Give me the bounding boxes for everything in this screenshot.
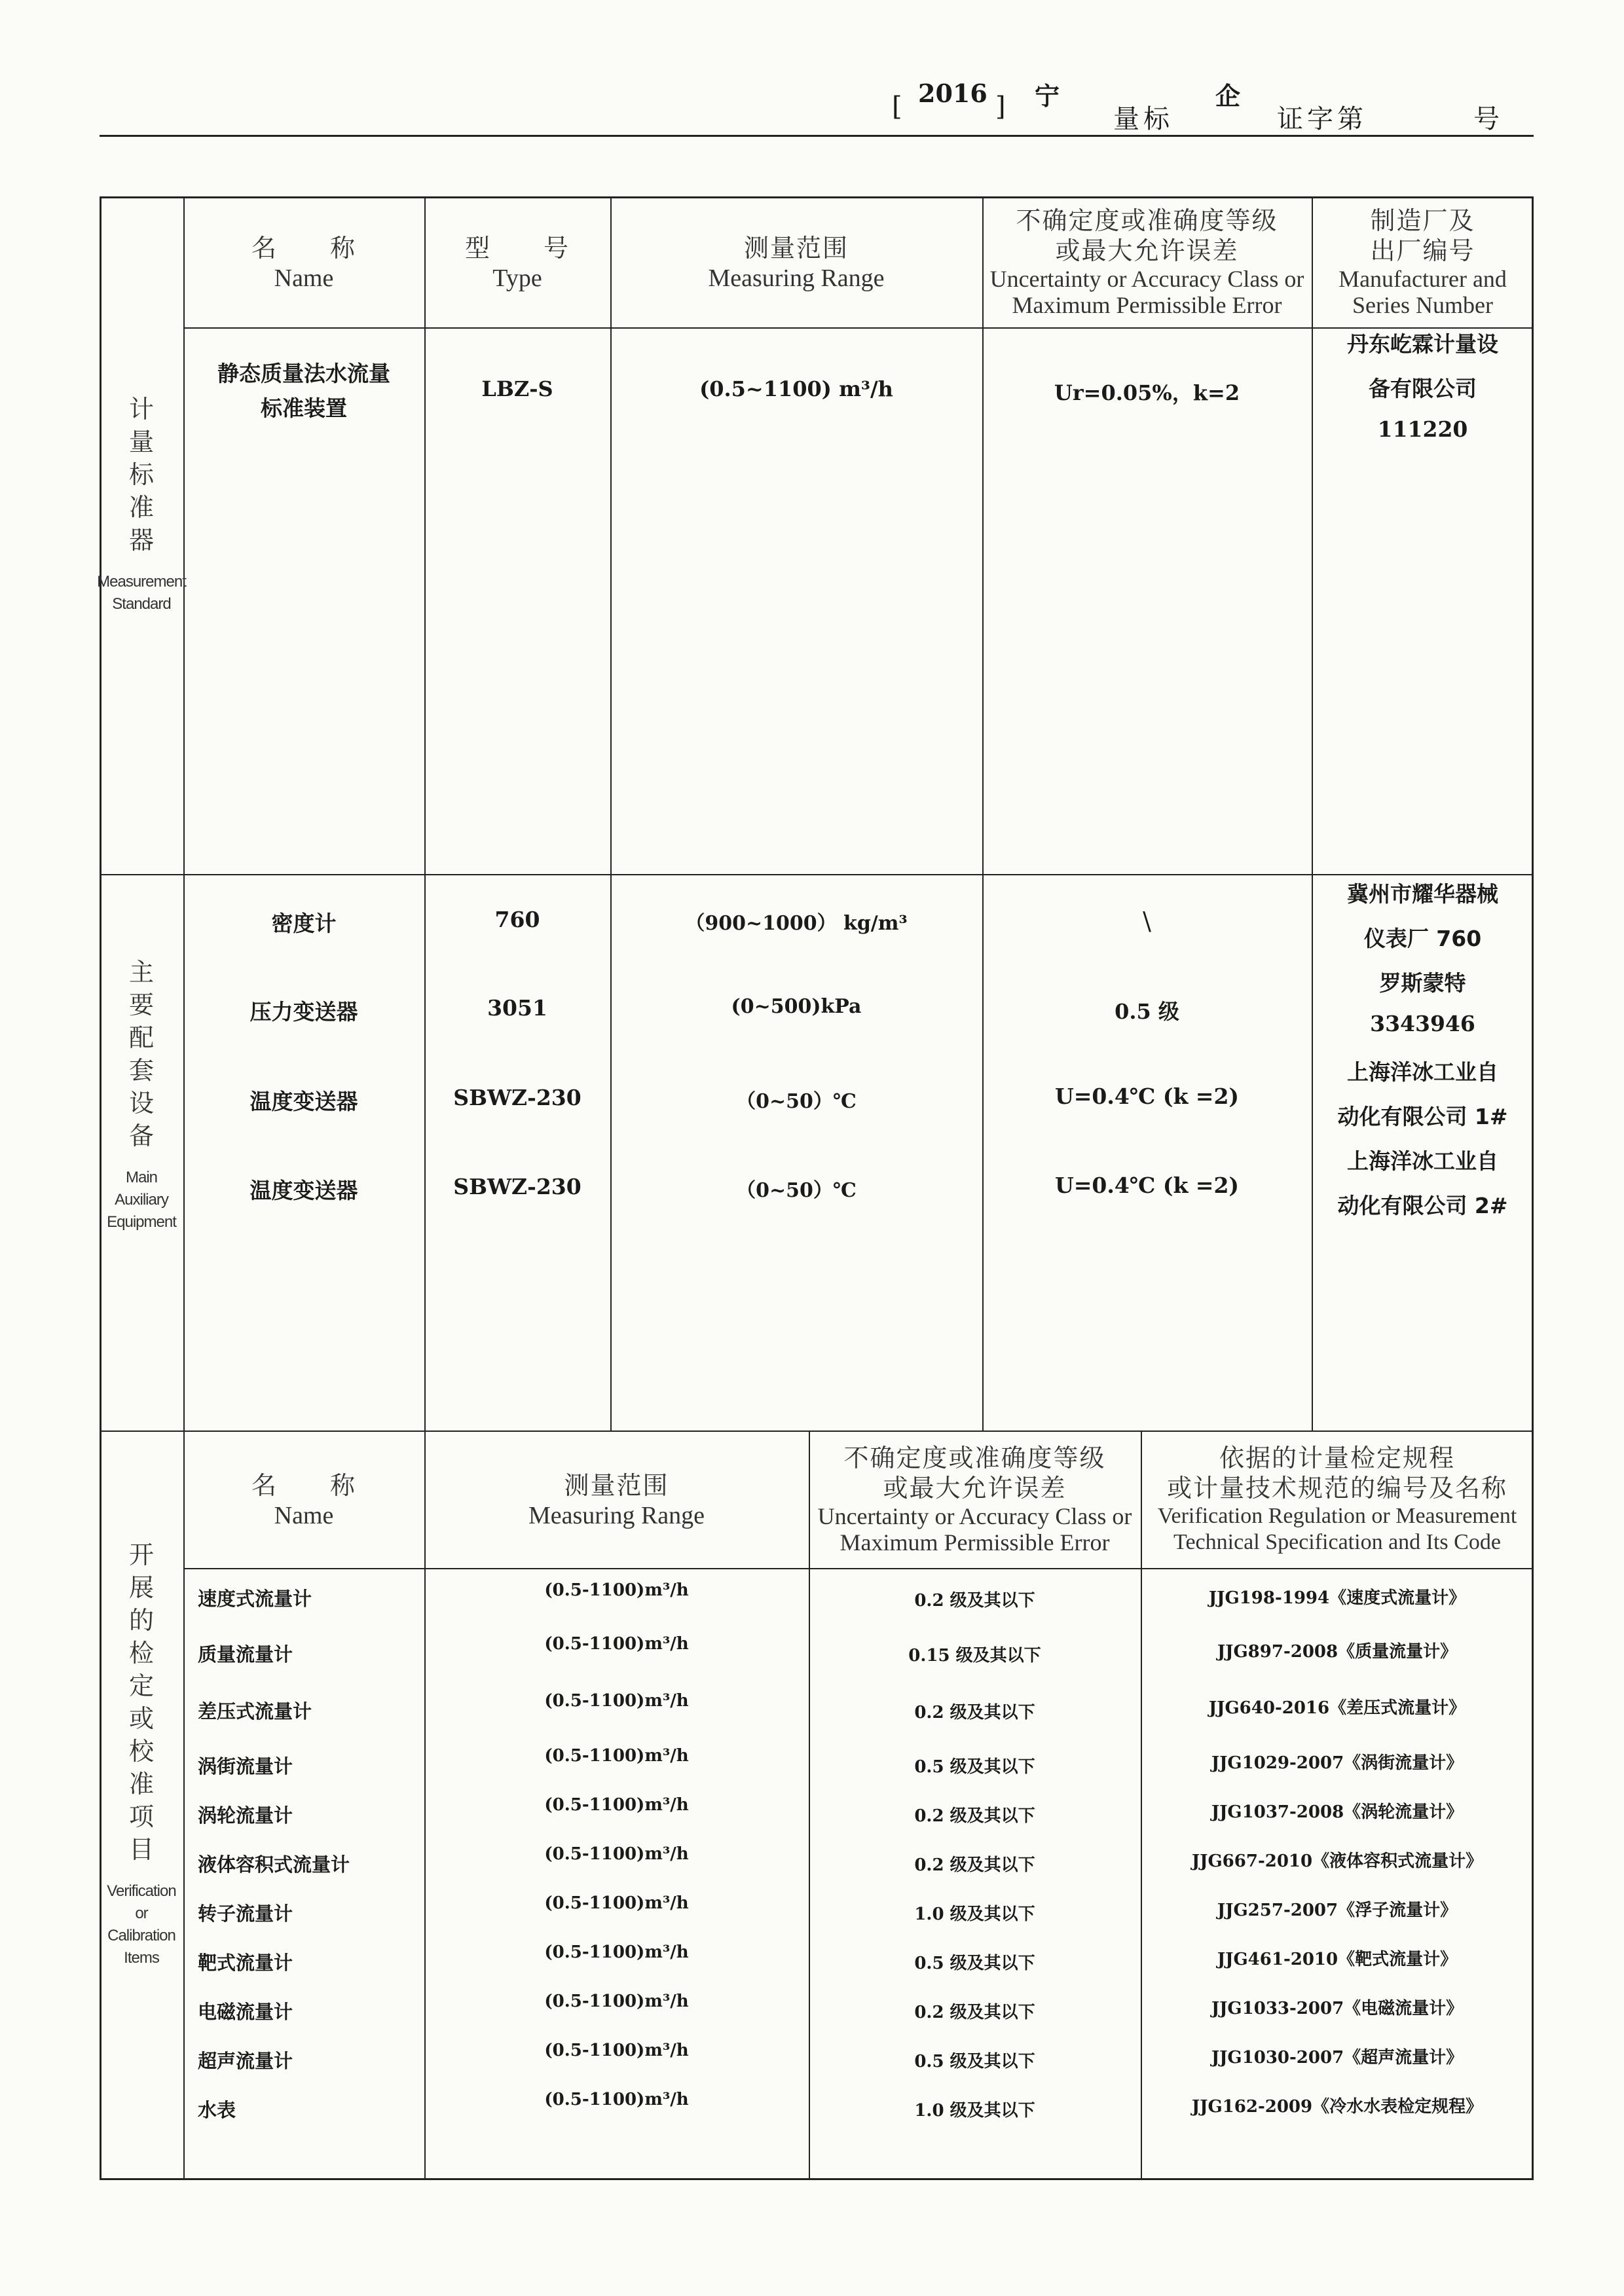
header-mfr-en2: Series Number <box>1352 292 1493 318</box>
mfr-line: 动化有限公司 2# <box>1337 1193 1508 1218</box>
item-uncertainty: 0.2 级及其以下 <box>914 1806 1035 1826</box>
item-range: (0.5-1100)m³/h <box>544 1992 689 2011</box>
header-name-zh: 名 称 <box>251 1471 356 1500</box>
item-name: 水表 <box>198 2099 236 2121</box>
mfr-line: 仪表厂 760 <box>1363 926 1482 951</box>
side-label-verification-items <box>100 1539 183 1969</box>
standard-mfr-line1: 丹东屹霖计量设 <box>1347 331 1498 357</box>
header-reg-en1: Verification Regulation or Measurement <box>1157 1504 1517 1528</box>
item-uncertainty: 0.2 级及其以下 <box>914 1703 1035 1722</box>
equipment-type: 760 <box>494 907 540 932</box>
header-name-en: Name <box>274 264 334 292</box>
item-range: (0.5-1100)m³/h <box>544 1691 689 1711</box>
equipment-type: SBWZ-230 <box>453 1174 581 1199</box>
item-name: 超声流量计 <box>198 2050 293 2072</box>
standard-type: LBZ-S <box>481 376 553 401</box>
item-name: 转子流量计 <box>198 1903 293 1925</box>
header-name-zh: 名 称 <box>251 234 356 263</box>
header-range-zh: 测量范围 <box>743 234 849 263</box>
mfr-line: 上海洋冰工业自 <box>1347 1148 1498 1174</box>
standard-name-line2: 标准装置 <box>261 395 347 421</box>
header-unc-en1: Uncertainty or Accuracy Class or <box>989 266 1304 292</box>
standard-mfr-line3: 111220 <box>1377 416 1468 442</box>
equipment-name: 压力变送器 <box>249 999 358 1025</box>
header-unc-zh1: 不确定度或准确度等级 <box>1016 206 1278 235</box>
equipment-uncertainty: 0.5 级 <box>1115 999 1179 1024</box>
header-regulation <box>1141 1430 1534 1568</box>
item-uncertainty: 1.0 级及其以下 <box>914 2101 1035 2121</box>
header-unc-zh1: 不确定度或准确度等级 <box>843 1444 1106 1472</box>
header-unc-en2: Maximum Permissible Error <box>1012 292 1282 318</box>
header-type-zh: 型 号 <box>464 234 570 263</box>
standard-uncertainty: Ur=0.05%，k=2 <box>1054 380 1240 405</box>
equipment-type: SBWZ-230 <box>453 1085 581 1110</box>
item-range: (0.5-1100)m³/h <box>544 1746 689 1766</box>
header-zhengzi: 证字第 <box>1277 104 1367 134</box>
item-regulation: JJG640-2016《差压式流量计》 <box>1208 1698 1466 1718</box>
header-unc-zh2: 或最大允许误差 <box>1055 236 1239 265</box>
header-mfr-zh2: 出厂编号 <box>1370 236 1475 265</box>
header-unc-en1: Uncertainty or Accuracy Class or <box>817 1503 1132 1529</box>
item-regulation: JJG198-1994《速度式流量计》 <box>1208 1588 1466 1608</box>
header-hao: 号 <box>1473 104 1500 134</box>
item-regulation: JJG667-2010《液体容积式流量计》 <box>1191 1851 1483 1871</box>
header-name <box>183 196 424 327</box>
item-regulation: JJG257-2007《浮子流量计》 <box>1217 1901 1458 1920</box>
equipment-uncertainty: U=0.4℃ (k =2) <box>1054 1173 1240 1198</box>
side-label-en: Main Auxiliary Equipment <box>107 1169 176 1231</box>
header-mfr-en1: Manufacturer and <box>1338 266 1507 292</box>
mfr-line: 3343946 <box>1370 1011 1475 1036</box>
header-reg-zh2: 或计量技术规范的编号及名称 <box>1166 1474 1507 1503</box>
header-name <box>183 1430 424 1568</box>
bracket-close: ] <box>995 92 1006 122</box>
header-range-zh: 测量范围 <box>564 1471 669 1500</box>
item-range: (0.5-1100)m³/h <box>544 1634 689 1654</box>
equipment-range: （0~50）℃ <box>736 1179 857 1202</box>
header-type <box>424 196 610 327</box>
item-uncertainty: 0.5 级及其以下 <box>914 1757 1035 1777</box>
side-label-en: Measurement Standard <box>97 573 186 613</box>
item-uncertainty: 0.2 级及其以下 <box>914 1855 1035 1875</box>
item-range: (0.5-1100)m³/h <box>544 1844 689 1864</box>
bracket-open: [ <box>892 92 902 122</box>
header-range-en: Measuring Range <box>708 264 885 292</box>
grid-line <box>183 1568 1534 1569</box>
equipment-range: (0~500)kPa <box>731 995 862 1018</box>
header-uncertainty <box>809 1430 1141 1568</box>
header-liangbiao: 量标 <box>1113 104 1173 134</box>
item-name: 液体容积式流量计 <box>198 1853 350 1876</box>
header-range <box>424 1430 809 1568</box>
mfr-line: 罗斯蒙特 <box>1379 970 1466 996</box>
item-regulation: JJG1033-2007《电磁流量计》 <box>1211 1999 1464 2018</box>
equipment-range: （900~1000） kg/m³ <box>685 912 908 935</box>
standard-mfr-line2: 备有限公司 <box>1369 376 1477 401</box>
side-label-en: Verification or Calibration Items <box>107 1882 176 1967</box>
header-name-en: Name <box>274 1502 334 1529</box>
item-regulation: JJG461-2010《靶式流量计》 <box>1217 1950 1458 1969</box>
side-label-zh: 计量标准器 <box>128 395 154 555</box>
equipment-name: 密度计 <box>271 911 337 936</box>
header-uncertainty <box>982 196 1312 327</box>
header-range <box>610 196 982 327</box>
item-name: 电磁流量计 <box>198 2001 293 2023</box>
item-regulation: JJG1037-2008《涡轮流量计》 <box>1211 1802 1464 1822</box>
header-type-en: Type <box>492 264 542 292</box>
item-regulation: JJG1030-2007《超声流量计》 <box>1211 2048 1464 2068</box>
header-reg-en2: Technical Specification and Its Code <box>1173 1530 1501 1554</box>
header-unc-en2: Maximum Permissible Error <box>840 1529 1110 1556</box>
item-range: (0.5-1100)m³/h <box>544 2041 689 2060</box>
item-range: (0.5-1100)m³/h <box>544 1942 689 1962</box>
item-name: 涡轮流量计 <box>198 1804 293 1827</box>
mfr-line: 上海洋冰工业自 <box>1347 1059 1498 1085</box>
item-range: (0.5-1100)m³/h <box>544 2090 689 2109</box>
item-uncertainty: 0.5 级及其以下 <box>914 2052 1035 2071</box>
side-label-zh: 主要配套设备 <box>128 958 154 1150</box>
side-label-measurement-standard <box>97 393 186 615</box>
grid-line <box>100 874 1534 875</box>
equipment-uncertainty: \ <box>1143 907 1151 936</box>
header-mfr-zh1: 制造厂及 <box>1370 206 1475 235</box>
item-uncertainty: 1.0 级及其以下 <box>914 1904 1035 1924</box>
item-uncertainty: 0.2 级及其以下 <box>914 2003 1035 2022</box>
item-uncertainty: 0.5 级及其以下 <box>914 1954 1035 1973</box>
item-range: (0.5-1100)m³/h <box>544 1580 689 1600</box>
item-name: 靶式流量计 <box>198 1952 293 1974</box>
mfr-line: 动化有限公司 1# <box>1337 1104 1508 1129</box>
header-char-ning: 宁 <box>1035 82 1060 111</box>
mfr-line: 冀州市耀华器械 <box>1347 881 1498 907</box>
equipment-range: （0~50）℃ <box>736 1090 857 1113</box>
item-name: 质量流量计 <box>198 1643 293 1666</box>
header-year: 2016 <box>918 79 987 108</box>
item-regulation: JJG162-2009《冷水水表检定规程》 <box>1191 2097 1483 2117</box>
item-name: 差压式流量计 <box>198 1700 312 1722</box>
item-range: (0.5-1100)m³/h <box>544 1795 689 1815</box>
header-char-qi: 企 <box>1215 82 1241 111</box>
header-reg-zh1: 依据的计量检定规程 <box>1219 1444 1455 1472</box>
equipment-name: 温度变送器 <box>249 1089 358 1114</box>
item-regulation: JJG1029-2007《涡街流量计》 <box>1211 1753 1464 1773</box>
header-manufacturer <box>1312 196 1534 327</box>
item-range: (0.5-1100)m³/h <box>544 1893 689 1913</box>
equipment-uncertainty: U=0.4℃ (k =2) <box>1054 1084 1240 1109</box>
item-uncertainty: 0.2 级及其以下 <box>914 1591 1035 1611</box>
standard-range: (0.5~1100) m³/h <box>699 376 893 401</box>
item-uncertainty: 0.15 级及其以下 <box>908 1646 1041 1666</box>
equipment-type: 3051 <box>487 995 547 1021</box>
side-label-main-auxiliary-equipment <box>100 956 183 1233</box>
header-rule <box>100 135 1534 137</box>
item-name: 涡街流量计 <box>198 1755 293 1777</box>
equipment-name: 温度变送器 <box>249 1178 358 1203</box>
side-label-zh: 开展的检定或校准项目 <box>128 1540 154 1864</box>
header-range-en: Measuring Range <box>528 1502 705 1529</box>
header-unc-zh2: 或最大允许误差 <box>883 1474 1067 1503</box>
item-regulation: JJG897-2008《质量流量计》 <box>1217 1642 1458 1662</box>
item-name: 速度式流量计 <box>198 1588 312 1610</box>
standard-name-line1: 静态质量法水流量 <box>217 361 390 386</box>
